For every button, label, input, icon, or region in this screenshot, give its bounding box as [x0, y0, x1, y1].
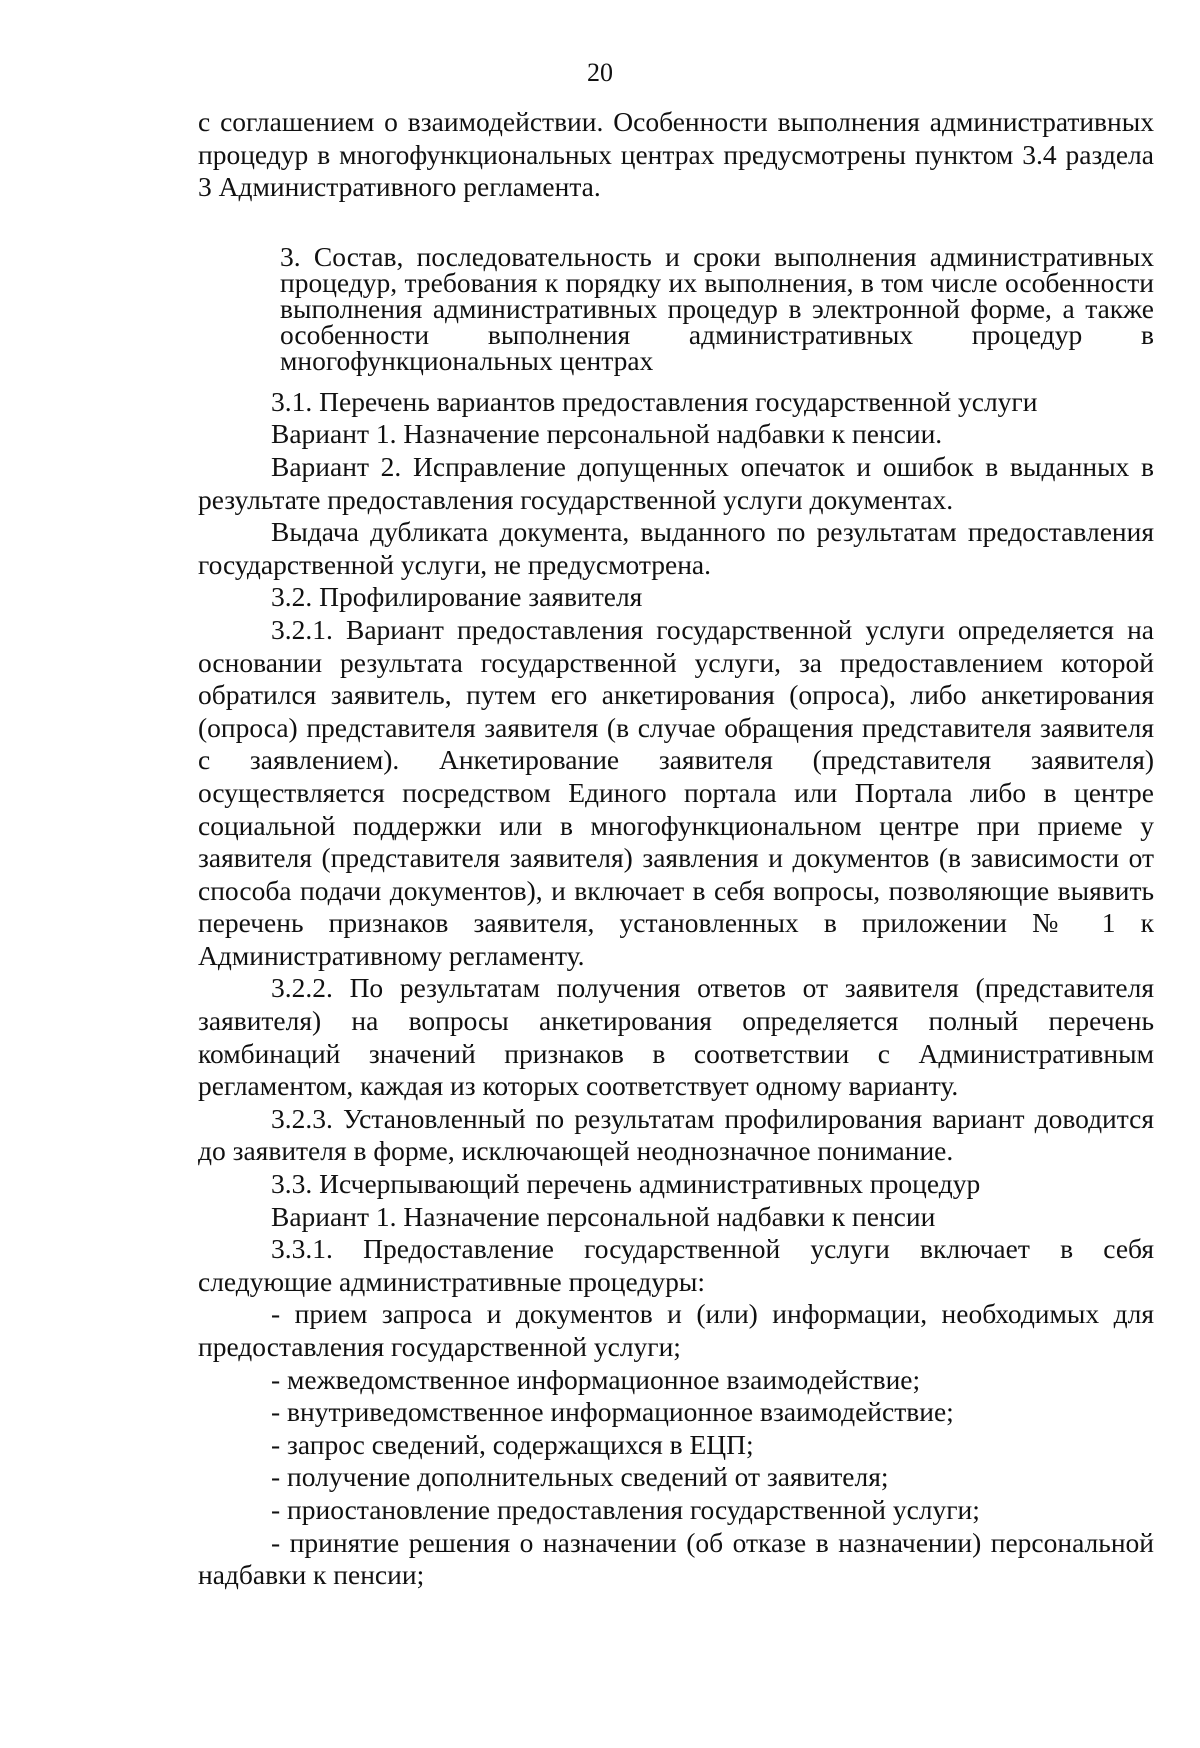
paragraph-3-3-variant-1: Вариант 1. Назначение персональной надбавки к пенсии	[271, 1200, 936, 1232]
list-item: - запрос сведений, содержащихся в ЕЦП;	[271, 1428, 754, 1460]
paragraph-duplicate: Выдача дубликата документа, выданного по результатам предоставления государственной услуги, не предусмотрена.	[198, 516, 1154, 580]
document-body	[198, 106, 1154, 1592]
paragraph-variant-1: Вариант 1. Назначение персональной надбавки к пенсии.	[271, 418, 943, 450]
paragraph-3-2-1: 3.2.1. Вариант предоставления государственной услуги определяется на основании результата государственной услуги, за предоставлением которой обратился заявитель, путем его анкетирования (опроса), либо анкетирования (опроса) представителя заявителя (в случае обращения представителя заявителя с заявлением). Анкетирование заявителя (представителя заявителя) осуществляется посредством Единого портала или Портала либо в центре социальной поддержки или в многофункциональном центре при приеме у заявителя (представителя заявителя) заявления и документов (в зависимости от способа подачи документов), и включает в себя вопросы, позволяющие выявить перечень признаков заявителя, установленных в приложении № 1 к Административному регламенту.	[198, 613, 1154, 971]
paragraph-3-3: 3.3. Исчерпывающий перечень административных процедур	[271, 1168, 981, 1200]
continuation-paragraph: с соглашением о взаимодействии. Особенности выполнения административных процедур в многофункциональных центрах предусмотрены пунктом 3.4 раздела 3 Административного регламента.	[198, 106, 1154, 203]
list-item: - межведомственное информационное взаимодействие;	[271, 1363, 921, 1395]
paragraph-3-3-1: 3.3.1. Предоставление государственной услуги включает в себя следующие административные процедуры:	[198, 1233, 1154, 1297]
list-item: - приостановление предоставления государственной услуги;	[271, 1493, 980, 1525]
list-item: - принятие решения о назначении (об отказе в назначении) персональной надбавки к пенсии;	[198, 1526, 1154, 1591]
page-number: 20	[587, 58, 613, 87]
list-item: - получение дополнительных сведений от заявителя;	[271, 1461, 889, 1493]
paragraph-3-2-2: 3.2.2. По результатам получения ответов от заявителя (представителя заявителя) на вопросы анкетирования определяется полный перечень комбинаций значений признаков в соответствии с Административным регламентом, каждая из которых соответствует одному варианту.	[198, 972, 1154, 1102]
paragraph-3-1: 3.1. Перечень вариантов предоставления государственной услуги	[271, 385, 1038, 417]
section-heading: 3. Состав, последовательность и сроки выполнения административных процедур, требования к порядку их выполнения, в том числе особенности выполнения административных процедур в электронной форме, а также особенности выполнения административных процедур в многофункциональных центрах	[280, 240, 1154, 376]
paragraph-variant-2: Вариант 2. Исправление допущенных опечаток и ошибок в выданных в результате предоставления государственной услуги документах.	[198, 450, 1154, 515]
list-item: - внутриведомственное информационное взаимодействие;	[271, 1396, 954, 1428]
paragraph-3-2-3: 3.2.3. Установленный по результатам профилирования вариант доводится до заявителя в форме, исключающей неоднозначное понимание.	[198, 1102, 1154, 1167]
list-item: - прием запроса и документов и (или) информации, необходимых для предоставления государственной услуги;	[198, 1298, 1154, 1362]
paragraph-3-2: 3.2. Профилирование заявителя	[271, 581, 643, 613]
